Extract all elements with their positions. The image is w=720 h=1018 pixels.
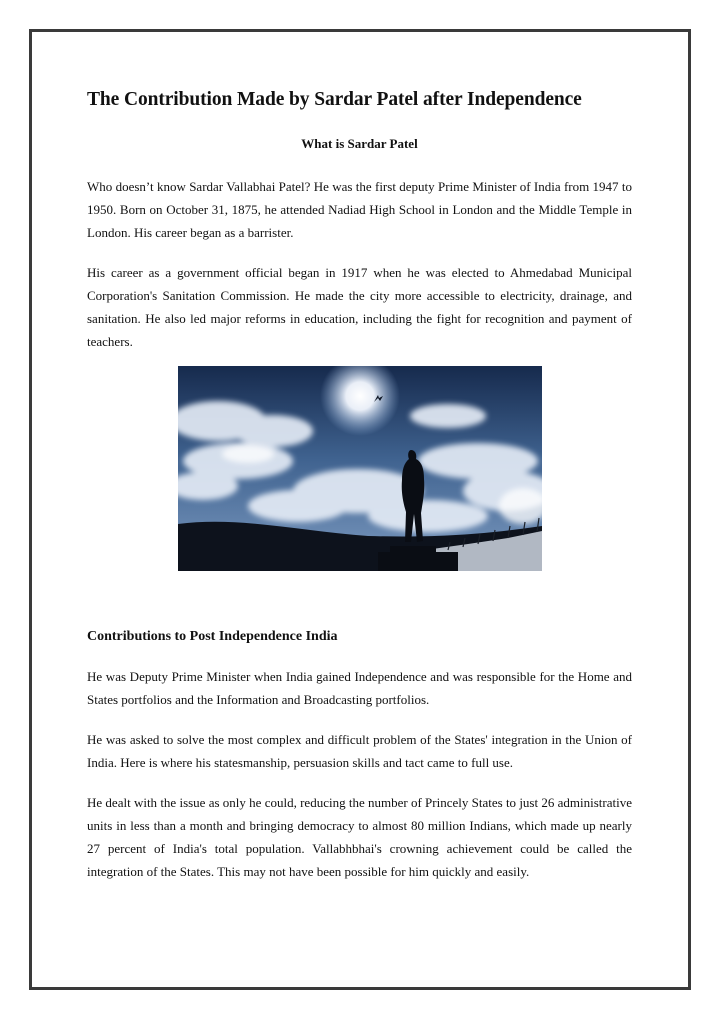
document-title: The Contribution Made by Sardar Patel after Independence <box>87 89 582 110</box>
document-subtitle: What is Sardar Patel <box>301 136 418 151</box>
paragraph-section-2: He was asked to solve the most complex and difficult problem of the States' integration in the Union of India. Here is where his statesmanship, persuasion skills and tact came to full use. <box>87 732 632 770</box>
section-heading: Contributions to Post Independence India <box>87 629 338 644</box>
document-body <box>87 86 632 883</box>
paragraph-section-1: He was Deputy Prime Minister when India gained Independence and was responsible for the Home and States portfolios and the Information and Broadcasting portfolios. <box>87 669 632 707</box>
paragraph-intro-2: His career as a government official began in 1917 when he was elected to Ahmedabad Municipal Corporation's Sanitation Commission. He made the city more accessible to electricity, drainage, and sanitation. He also led major reforms in education, including the fight for recognition and payment of teachers. <box>87 265 632 349</box>
paragraph-intro-1: Who doesn’t know Sardar Vallabhai Patel? He was the first deputy Prime Minister of India from 1947 to 1950. Born on October 31, 1875, he attended Nadiad High School in London and the Middle Temple in London. His career began as a barrister. <box>87 179 632 240</box>
paragraph-section-3: He dealt with the issue as only he could, reducing the number of Princely States to just 26 administrative units in less than a month and bringing democracy to almost 80 million Indians, which made up nearly 27 percent of India's total population. Vallabhbhai's crowning achievement could be called the integration of the States. This may not have been possible for him quickly and easily. <box>87 795 632 879</box>
statue-photo <box>178 366 542 571</box>
